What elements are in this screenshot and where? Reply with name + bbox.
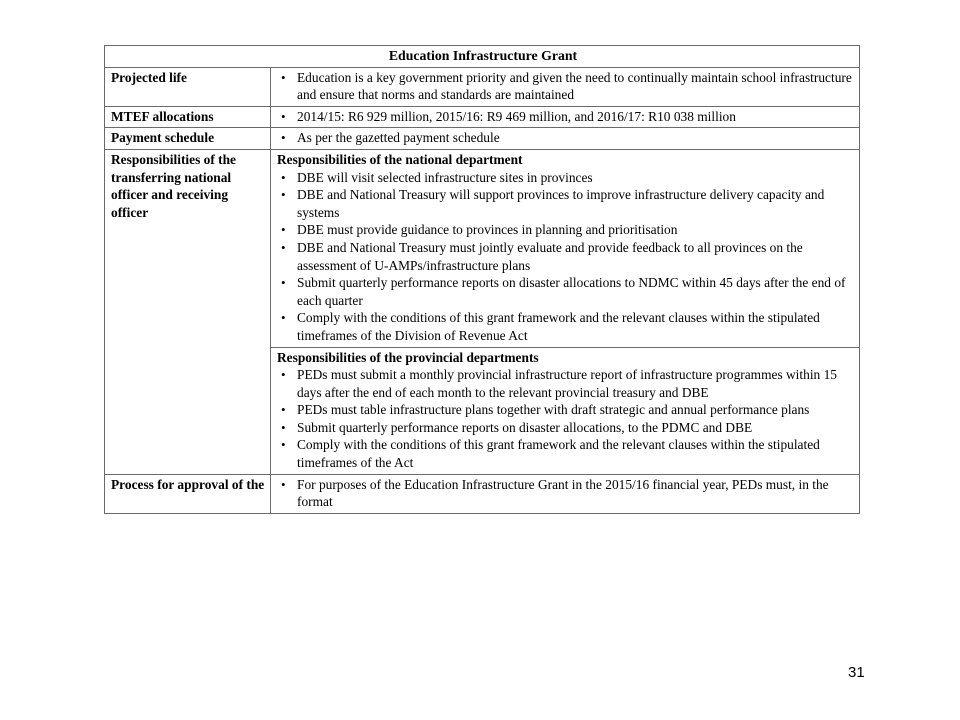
table-row bbox=[105, 474, 860, 513]
list-item: • DBE and National Treasury must jointly evaluate and provide feedback to all provinces on the assessment of U-AMPs/infrastructure plans bbox=[277, 239, 855, 274]
table-title: Education Infrastructure Grant bbox=[105, 46, 860, 68]
grant-framework-table bbox=[104, 45, 860, 514]
list-item: • DBE must provide guidance to provinces in planning and prioritisation bbox=[277, 221, 855, 239]
bullet-list bbox=[277, 129, 855, 147]
list-item: • Comply with the conditions of this grant framework and the relevant clauses within the stipulated timeframes of the Division of Revenue Act bbox=[277, 309, 855, 344]
row-label-payment-schedule: Payment schedule bbox=[105, 128, 271, 150]
row-label-projected-life: Projected life bbox=[105, 67, 271, 106]
row-label-process-for-approval: Process for approval of the bbox=[105, 474, 271, 513]
bullet-list bbox=[277, 476, 855, 511]
list-item: • PEDs must table infrastructure plans together with draft strategic and annual performance plans bbox=[277, 401, 855, 419]
slide-number: 31 bbox=[848, 664, 865, 681]
row-label-mtef-allocations: MTEF allocations bbox=[105, 106, 271, 128]
bullet-list bbox=[277, 108, 855, 126]
table-row bbox=[105, 67, 860, 106]
bullet-list bbox=[277, 169, 855, 345]
list-item: • Submit quarterly performance reports on disaster allocations to NDMC within 45 days after the end of each quarter bbox=[277, 274, 855, 309]
list-item: • Comply with the conditions of this grant framework and the relevant clauses within the stipulated timeframes of the Act bbox=[277, 436, 855, 471]
list-item: • DBE will visit selected infrastructure sites in provinces bbox=[277, 169, 855, 187]
bullet-list bbox=[277, 69, 855, 104]
list-item: • As per the gazetted payment schedule bbox=[277, 129, 855, 147]
table-row bbox=[105, 128, 860, 150]
table-row bbox=[105, 106, 860, 128]
list-item: • Submit quarterly performance reports on disaster allocations, to the PDMC and DBE bbox=[277, 419, 855, 437]
list-item: • PEDs must submit a monthly provincial infrastructure report of infrastructure programmes within 15 days after the end of each month to the relevant provincial treasury and DBE bbox=[277, 366, 855, 401]
list-item: • DBE and National Treasury will support provinces to improve infrastructure delivery capacity and systems bbox=[277, 186, 855, 221]
list-item: • 2014/15: R6 929 million, 2015/16: R9 469 million, and 2016/17: R10 038 million bbox=[277, 108, 855, 126]
table-row bbox=[105, 149, 860, 347]
list-item: • Education is a key government priority and given the need to continually maintain school infrastructure and ensure that norms and standards are maintained bbox=[277, 69, 855, 104]
national-responsibilities-heading: Responsibilities of the national department bbox=[277, 151, 523, 167]
list-item: • For purposes of the Education Infrastructure Grant in the 2015/16 financial year, PEDs must, in the format bbox=[277, 476, 855, 511]
row-label-responsibilities: Responsibilities of the transferring national officer and receiving officer bbox=[105, 149, 271, 474]
bullet-list bbox=[277, 366, 855, 472]
provincial-responsibilities-heading: Responsibilities of the provincial departments bbox=[277, 349, 539, 365]
table-title-row bbox=[105, 46, 860, 68]
document-image bbox=[104, 45, 861, 645]
